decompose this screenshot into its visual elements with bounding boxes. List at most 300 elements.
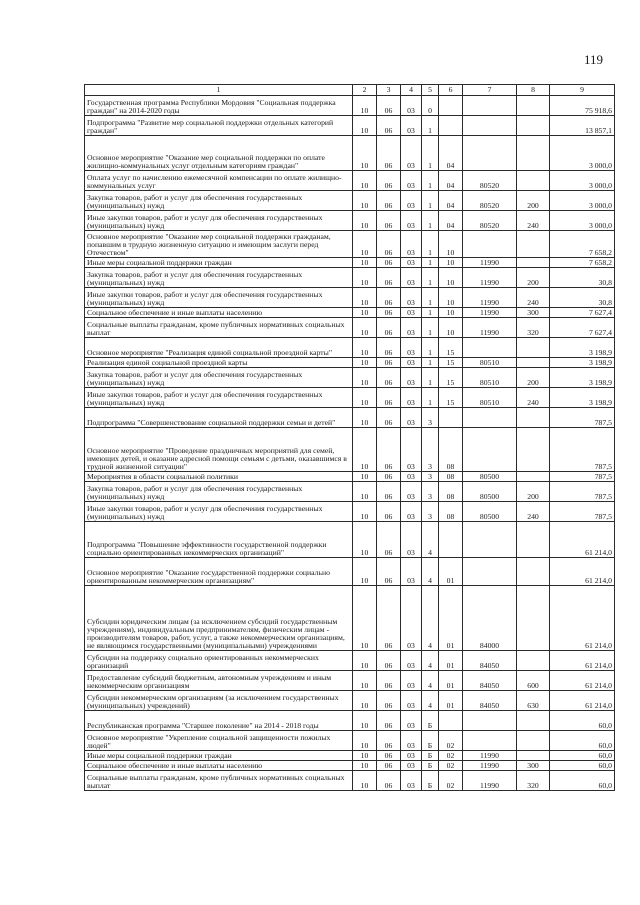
code-cell: [463, 408, 517, 428]
code-cell: 10: [439, 268, 463, 288]
code-cell: 10: [353, 651, 377, 671]
code-cell: 06: [377, 671, 401, 691]
code-cell: 03: [401, 671, 422, 691]
row-name: Основное мероприятие "Проведение праздничных мероприятий для семей, имеющих детей, и оказание адресной помощи семьям с детьми, оказавшимся в трудной жизненной ситуации": [85, 428, 353, 472]
code-cell: 03: [401, 96, 422, 116]
row-name: Иные закупки товаров, работ и услуг для обеспечения государственных (муниципальных) нужд: [85, 502, 353, 522]
code-cell: [517, 428, 550, 472]
code-cell: 10: [353, 171, 377, 191]
code-cell: 200: [517, 268, 550, 288]
code-cell: [517, 731, 550, 751]
code-cell: 15: [439, 388, 463, 408]
code-cell: 10: [439, 231, 463, 258]
code-cell: 03: [401, 268, 422, 288]
amount-cell: 61 214,0: [550, 671, 615, 691]
amount-cell: 61 214,0: [550, 586, 615, 651]
budget-table: [84, 84, 615, 791]
row-name: Республиканская программа "Старшее поколение" на 2014 - 2018 годы: [85, 711, 353, 731]
code-cell: 4: [422, 651, 439, 671]
code-cell: 06: [377, 586, 401, 651]
amount-cell: 7 627,4: [550, 308, 615, 318]
code-cell: 02: [439, 751, 463, 761]
code-cell: 06: [377, 338, 401, 358]
amount-cell: 787,5: [550, 428, 615, 472]
amount-cell: 3 000,0: [550, 136, 615, 171]
code-cell: 1: [422, 136, 439, 171]
code-cell: 03: [401, 586, 422, 651]
code-cell: 10: [353, 472, 377, 482]
code-cell: [517, 171, 550, 191]
row-name: Основное мероприятие "Оказание мер социальной поддержки по оплате жилищно-коммунальных услуг отдельным категориям граждан": [85, 136, 353, 171]
code-cell: 06: [377, 472, 401, 482]
code-cell: [439, 522, 463, 558]
row-name: Основное мероприятие "Оказание мер социальной поддержки гражданам, попавшим в трудную жизненную ситуацию и имеющим заслуги перед Отечеством": [85, 231, 353, 258]
code-cell: 06: [377, 558, 401, 586]
code-cell: 1: [422, 308, 439, 318]
code-cell: [439, 116, 463, 136]
table-row: [85, 308, 615, 318]
code-cell: Б: [422, 751, 439, 761]
table-row: [85, 96, 615, 116]
code-cell: 10: [439, 288, 463, 308]
amount-cell: 30,8: [550, 288, 615, 308]
code-cell: 4: [422, 558, 439, 586]
code-cell: 84050: [463, 691, 517, 711]
code-cell: 0: [422, 96, 439, 116]
code-cell: 1: [422, 258, 439, 268]
code-cell: 10: [439, 318, 463, 338]
code-cell: 10: [353, 318, 377, 338]
amount-cell: 60,0: [550, 771, 615, 791]
code-cell: 03: [401, 691, 422, 711]
row-name: Иные меры социальной поддержки граждан: [85, 258, 353, 268]
amount-cell: 75 918,6: [550, 96, 615, 116]
code-cell: [463, 231, 517, 258]
amount-cell: 60,0: [550, 751, 615, 761]
code-cell: 1: [422, 318, 439, 338]
code-cell: 03: [401, 191, 422, 211]
table-row: [85, 428, 615, 472]
row-name: Подпрограмма "Совершенствование социальной поддержки семьи и детей": [85, 408, 353, 428]
table-row: [85, 288, 615, 308]
table-row: [85, 472, 615, 482]
code-cell: 06: [377, 191, 401, 211]
code-cell: 3: [422, 408, 439, 428]
code-cell: 03: [401, 408, 422, 428]
code-cell: 06: [377, 428, 401, 472]
code-cell: 06: [377, 308, 401, 318]
column-header: 2: [353, 85, 377, 96]
row-name: Иные закупки товаров, работ и услуг для обеспечения государственных (муниципальных) нужд: [85, 388, 353, 408]
amount-cell: 7 658,2: [550, 231, 615, 258]
code-cell: 10: [353, 428, 377, 472]
code-cell: 10: [353, 482, 377, 502]
code-cell: [517, 711, 550, 731]
code-cell: 1: [422, 288, 439, 308]
code-cell: 10: [353, 368, 377, 388]
code-cell: 84050: [463, 671, 517, 691]
row-name: Закупка товаров, работ и услуг для обеспечения государственных (муниципальных) нужд: [85, 482, 353, 502]
code-cell: [517, 408, 550, 428]
table-row: [85, 171, 615, 191]
code-cell: 80520: [463, 191, 517, 211]
code-cell: [463, 116, 517, 136]
code-cell: 03: [401, 428, 422, 472]
code-cell: 03: [401, 711, 422, 731]
code-cell: 06: [377, 502, 401, 522]
code-cell: 03: [401, 211, 422, 231]
amount-cell: 30,8: [550, 268, 615, 288]
code-cell: 80520: [463, 211, 517, 231]
code-cell: Б: [422, 761, 439, 771]
code-cell: 10: [353, 116, 377, 136]
amount-cell: 3 198,9: [550, 358, 615, 368]
code-cell: 4: [422, 586, 439, 651]
amount-cell: 61 214,0: [550, 522, 615, 558]
code-cell: 03: [401, 731, 422, 751]
column-header: 8: [517, 85, 550, 96]
row-name: Субсидии юридическим лицам (за исключением субсидий государственным учреждениям), индивидуальным предпринимателям, физическим лицам - производителям товаров, работ, услуг, а также некоммерческим организациям, не являющимся государственными (муниципальными) учреждениями: [85, 586, 353, 651]
code-cell: 1: [422, 368, 439, 388]
amount-cell: 3 198,9: [550, 368, 615, 388]
code-cell: 4: [422, 522, 439, 558]
code-cell: 80510: [463, 368, 517, 388]
code-cell: 03: [401, 368, 422, 388]
code-cell: 06: [377, 771, 401, 791]
row-name: Иные закупки товаров, работ и услуг для обеспечения государственных (муниципальных) нужд: [85, 288, 353, 308]
code-cell: 10: [353, 691, 377, 711]
row-name: Социальное обеспечение и иные выплаты населению: [85, 761, 353, 771]
code-cell: 80500: [463, 472, 517, 482]
table-row: [85, 211, 615, 231]
code-cell: 1: [422, 268, 439, 288]
code-cell: Б: [422, 711, 439, 731]
code-cell: 08: [439, 482, 463, 502]
code-cell: 06: [377, 268, 401, 288]
code-cell: 03: [401, 318, 422, 338]
table-row: [85, 586, 615, 651]
code-cell: 04: [439, 191, 463, 211]
code-cell: 04: [439, 136, 463, 171]
table-row: [85, 751, 615, 761]
code-cell: 15: [439, 358, 463, 368]
column-header: 9: [550, 85, 615, 96]
code-cell: 1: [422, 338, 439, 358]
code-cell: 1: [422, 191, 439, 211]
row-name: Закупка товаров, работ и услуг для обеспечения государственных (муниципальных) нужд: [85, 268, 353, 288]
code-cell: [463, 338, 517, 358]
code-cell: [517, 231, 550, 258]
table-row: [85, 711, 615, 731]
amount-cell: 61 214,0: [550, 558, 615, 586]
code-cell: 03: [401, 338, 422, 358]
row-name: Оплата услуг по начислению ежемесячной компенсации по оплате жилищно-коммунальных услуг: [85, 171, 353, 191]
code-cell: 03: [401, 751, 422, 761]
code-cell: 10: [353, 191, 377, 211]
code-cell: 06: [377, 116, 401, 136]
code-cell: 10: [353, 136, 377, 171]
code-cell: 11990: [463, 258, 517, 268]
code-cell: [463, 522, 517, 558]
code-cell: 06: [377, 761, 401, 771]
code-cell: [463, 136, 517, 171]
code-cell: 03: [401, 558, 422, 586]
code-cell: [439, 96, 463, 116]
row-name: Социальные выплаты гражданам, кроме публичных нормативных социальных выплат: [85, 771, 353, 791]
code-cell: 03: [401, 388, 422, 408]
code-cell: 03: [401, 116, 422, 136]
row-name: Предоставление субсидий бюджетным, автономным учреждениям и иным некоммерческим организациям: [85, 671, 353, 691]
code-cell: 11990: [463, 308, 517, 318]
code-cell: 300: [517, 761, 550, 771]
code-cell: 02: [439, 771, 463, 791]
table-row: [85, 761, 615, 771]
table-row: [85, 231, 615, 258]
amount-cell: 3 000,0: [550, 211, 615, 231]
code-cell: [439, 408, 463, 428]
code-cell: 04: [439, 171, 463, 191]
code-cell: 1: [422, 388, 439, 408]
code-cell: 10: [439, 308, 463, 318]
table-row: [85, 258, 615, 268]
code-cell: 10: [353, 761, 377, 771]
code-cell: 06: [377, 358, 401, 368]
code-cell: 03: [401, 136, 422, 171]
code-cell: 1: [422, 116, 439, 136]
code-cell: 01: [439, 586, 463, 651]
code-cell: 11990: [463, 771, 517, 791]
column-header: 7: [463, 85, 517, 96]
code-cell: 10: [353, 586, 377, 651]
table-row: [85, 502, 615, 522]
code-cell: [517, 558, 550, 586]
code-cell: Б: [422, 731, 439, 751]
code-cell: [517, 651, 550, 671]
code-cell: 3: [422, 428, 439, 472]
code-cell: 06: [377, 482, 401, 502]
amount-cell: 3 198,9: [550, 388, 615, 408]
code-cell: 1: [422, 171, 439, 191]
table-row: [85, 691, 615, 711]
code-cell: 1: [422, 358, 439, 368]
code-cell: [517, 751, 550, 761]
row-name: Подпрограмма "Повышение эффективности государственной поддержки социально ориентированных некоммерческих организаций": [85, 522, 353, 558]
code-cell: 06: [377, 258, 401, 268]
code-cell: 04: [439, 211, 463, 231]
amount-cell: 7 627,4: [550, 318, 615, 338]
code-cell: 03: [401, 651, 422, 671]
code-cell: 08: [439, 472, 463, 482]
code-cell: 10: [353, 558, 377, 586]
code-cell: 10: [353, 388, 377, 408]
code-cell: 600: [517, 671, 550, 691]
table-row: [85, 651, 615, 671]
code-cell: 3: [422, 472, 439, 482]
row-name: Субсидии некоммерческим организациям (за исключением государственных (муниципальных) учреждений): [85, 691, 353, 711]
code-cell: 10: [353, 671, 377, 691]
code-cell: Б: [422, 771, 439, 791]
code-cell: 11990: [463, 288, 517, 308]
code-cell: 10: [353, 231, 377, 258]
code-cell: 200: [517, 482, 550, 502]
code-cell: 01: [439, 691, 463, 711]
code-cell: 240: [517, 388, 550, 408]
page-number: 119: [584, 52, 604, 67]
code-cell: 80520: [463, 171, 517, 191]
row-name: Реализация единой социальной проездной карты: [85, 358, 353, 368]
table-row: [85, 731, 615, 751]
code-cell: 06: [377, 408, 401, 428]
table-row: [85, 358, 615, 368]
code-cell: 01: [439, 671, 463, 691]
code-cell: 11990: [463, 268, 517, 288]
code-cell: 3: [422, 482, 439, 502]
code-cell: 11990: [463, 761, 517, 771]
code-cell: 06: [377, 318, 401, 338]
code-cell: [463, 731, 517, 751]
code-cell: 10: [353, 731, 377, 751]
code-cell: [517, 258, 550, 268]
table-row: [85, 408, 615, 428]
code-cell: 10: [439, 258, 463, 268]
code-cell: 80510: [463, 388, 517, 408]
code-cell: 10: [353, 308, 377, 318]
amount-cell: 7 658,2: [550, 258, 615, 268]
row-name: Подпрограмма "Развитие мер социальной поддержки отдельных категорий граждан": [85, 116, 353, 136]
code-cell: [463, 711, 517, 731]
code-cell: 03: [401, 472, 422, 482]
code-cell: 80500: [463, 502, 517, 522]
code-cell: 06: [377, 691, 401, 711]
code-cell: 11990: [463, 751, 517, 761]
code-cell: 08: [439, 428, 463, 472]
code-cell: [463, 558, 517, 586]
code-cell: 4: [422, 691, 439, 711]
code-cell: 01: [439, 558, 463, 586]
code-cell: 84000: [463, 586, 517, 651]
code-cell: 630: [517, 691, 550, 711]
code-cell: [517, 338, 550, 358]
code-cell: 08: [439, 502, 463, 522]
code-cell: 10: [353, 211, 377, 231]
code-cell: 06: [377, 368, 401, 388]
row-name: Государственная программа Республики Мордовия "Социальная поддержка граждан" на 2014-2020 годы: [85, 96, 353, 116]
row-name: Основное мероприятие "Укрепление социальной защищенности пожилых людей": [85, 731, 353, 751]
header-row: [85, 85, 615, 96]
code-cell: 10: [353, 408, 377, 428]
code-cell: 01: [439, 651, 463, 671]
code-cell: 06: [377, 136, 401, 171]
code-cell: 10: [353, 771, 377, 791]
table-row: [85, 338, 615, 358]
table-row: [85, 136, 615, 171]
code-cell: 06: [377, 651, 401, 671]
code-cell: 03: [401, 771, 422, 791]
code-cell: 06: [377, 96, 401, 116]
code-cell: 200: [517, 191, 550, 211]
table-row: [85, 771, 615, 791]
row-name: Мероприятия в области социальной политики: [85, 472, 353, 482]
code-cell: 84050: [463, 651, 517, 671]
code-cell: 06: [377, 211, 401, 231]
table-row: [85, 522, 615, 558]
code-cell: 1: [422, 211, 439, 231]
code-cell: 320: [517, 318, 550, 338]
code-cell: 06: [377, 711, 401, 731]
code-cell: [517, 96, 550, 116]
code-cell: [439, 711, 463, 731]
amount-cell: 60,0: [550, 711, 615, 731]
amount-cell: 787,5: [550, 502, 615, 522]
code-cell: 4: [422, 671, 439, 691]
amount-cell: 3 198,9: [550, 338, 615, 358]
code-cell: 240: [517, 211, 550, 231]
code-cell: [517, 522, 550, 558]
code-cell: 240: [517, 288, 550, 308]
code-cell: [517, 472, 550, 482]
table-row: [85, 191, 615, 211]
code-cell: [517, 136, 550, 171]
row-name: Иные закупки товаров, работ и услуг для обеспечения государственных (муниципальных) нужд: [85, 211, 353, 231]
amount-cell: 787,5: [550, 472, 615, 482]
code-cell: 06: [377, 231, 401, 258]
code-cell: [517, 116, 550, 136]
code-cell: 200: [517, 368, 550, 388]
amount-cell: 787,5: [550, 408, 615, 428]
code-cell: 06: [377, 751, 401, 761]
code-cell: 15: [439, 368, 463, 388]
column-header: 5: [422, 85, 439, 96]
code-cell: 06: [377, 388, 401, 408]
code-cell: 03: [401, 482, 422, 502]
amount-cell: 61 214,0: [550, 691, 615, 711]
code-cell: [517, 358, 550, 368]
code-cell: 03: [401, 258, 422, 268]
row-name: Субсидии на поддержку социально ориентированных некоммерческих организаций: [85, 651, 353, 671]
row-name: Социальные выплаты гражданам, кроме публичных нормативных социальных выплат: [85, 318, 353, 338]
table-row: [85, 318, 615, 338]
code-cell: 300: [517, 308, 550, 318]
amount-cell: 787,5: [550, 482, 615, 502]
row-name: Иные меры социальной поддержки граждан: [85, 751, 353, 761]
code-cell: 11990: [463, 318, 517, 338]
code-cell: [517, 586, 550, 651]
code-cell: 03: [401, 308, 422, 318]
code-cell: 06: [377, 171, 401, 191]
code-cell: 10: [353, 751, 377, 761]
row-name: Основное мероприятие "Реализация единой социальной проездной карты": [85, 338, 353, 358]
code-cell: 80500: [463, 482, 517, 502]
table-row: [85, 671, 615, 691]
code-cell: 1: [422, 231, 439, 258]
code-cell: 10: [353, 268, 377, 288]
code-cell: 10: [353, 258, 377, 268]
table-row: [85, 482, 615, 502]
code-cell: 06: [377, 731, 401, 751]
code-cell: 3: [422, 502, 439, 522]
amount-cell: 13 857,1: [550, 116, 615, 136]
code-cell: 03: [401, 171, 422, 191]
row-name: Закупка товаров, работ и услуг для обеспечения государственных (муниципальных) нужд: [85, 191, 353, 211]
table-row: [85, 388, 615, 408]
code-cell: 03: [401, 761, 422, 771]
code-cell: 02: [439, 731, 463, 751]
code-cell: 06: [377, 288, 401, 308]
column-header: 6: [439, 85, 463, 96]
row-name: Основное мероприятие "Оказание государственной поддержки социально ориентированным некоммерческим организациям": [85, 558, 353, 586]
code-cell: 320: [517, 771, 550, 791]
code-cell: 10: [353, 502, 377, 522]
